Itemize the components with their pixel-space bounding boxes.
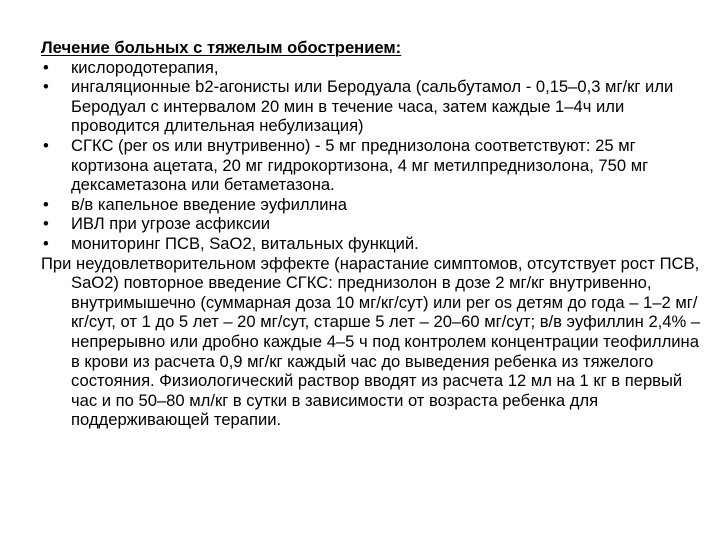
list-item <box>41 195 706 215</box>
list-item-text: ИВЛ при угрозе асфиксии <box>71 214 271 234</box>
bullet-marker: • <box>43 214 49 234</box>
bullet-marker: • <box>43 77 49 97</box>
followup-paragraph: При неудовлетворительном эффекте (нарастание симптомов, отсутствует рост ПСВ, SaO2) повторное введение СГКС: преднизолон в дозе 2 мг/кг внутривенно, внутримышечно (суммарная доза 10 мг/кг/сут) или per os детям до года – 1–2 мг/кг/сут, от 1 до 5 лет – 20 мг/сут, старше 5 лет – 20–60 мг/сут; в/в эуфиллин 2,4% – непрерывно или дробно каждые 4–5 ч под контролем концентрации теофиллина в крови из расчета 0,9 мг/кг каждый час до выведения ребенка из тяжелого состояния. Физиологический раствор вводят из расчета 12 мл на 1 кг в первый час и по 50–80 мл/кг в сутки в зависимости от возраста ребенка для поддерживающей терапии. <box>41 253 701 430</box>
treatment-list <box>41 58 706 254</box>
bullet-marker: • <box>43 57 49 77</box>
bullet-marker: • <box>43 194 49 214</box>
list-item-text: СГКС (per os или внутривенно) - 5 мг преднизолона соответствуют: 25 мг кортизона ацетата, 20 мг гидрокортизона, 4 мг метилпреднизолона, 750 мг дексаметазона или бетаметазона. <box>71 135 649 195</box>
list-item-text: ингаляционные b2-агонисты или Беродуала (сальбутамол - 0,15–0,3 мг/кг или Беродуал с интервалом 20 мин в течение часа, затем каждые 1–4ч или проводится длительная небулизация) <box>71 77 674 136</box>
list-item-text: в/в капельное введение эуфиллина <box>71 194 347 214</box>
slide-content <box>41 38 706 430</box>
list-item-text: кислородотерапия, <box>71 57 219 77</box>
list-item <box>41 234 706 254</box>
list-item-text: мониторинг ПСВ, SaO2, витальных функций. <box>71 233 419 253</box>
list-item <box>41 77 706 136</box>
bullet-marker: • <box>43 135 49 155</box>
bullet-marker: • <box>43 233 49 253</box>
list-item <box>41 214 706 234</box>
list-item <box>41 136 706 195</box>
list-item <box>41 58 706 78</box>
section-heading: Лечение больных с тяжелым обострением: <box>41 38 402 57</box>
